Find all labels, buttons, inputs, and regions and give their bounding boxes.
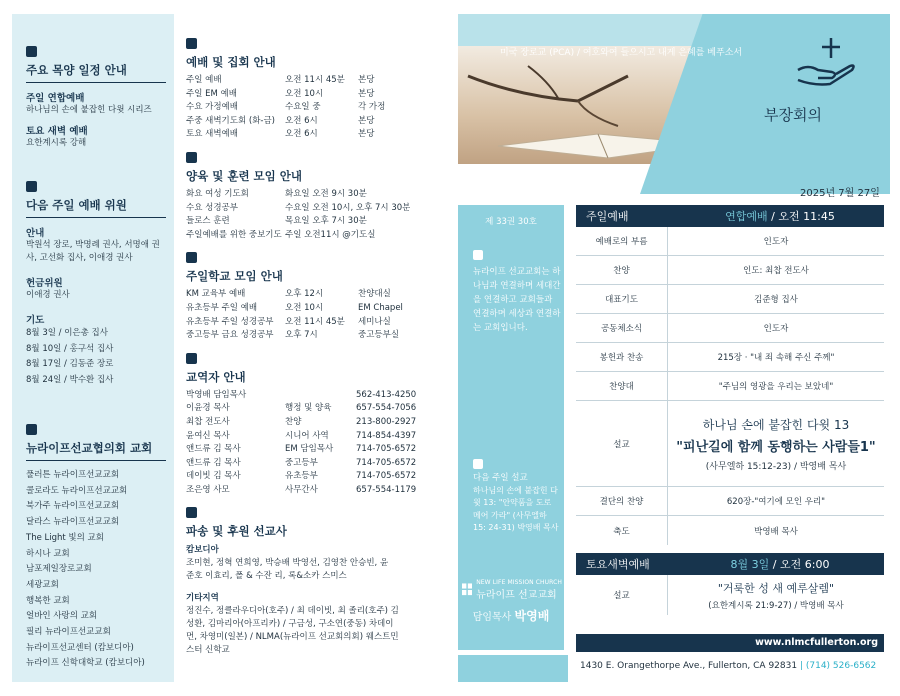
order-label: 축도 <box>576 516 668 545</box>
saturday-label: 토요새벽예배 <box>586 558 650 571</box>
table-row <box>186 402 444 416</box>
saturday-service-bar <box>576 553 884 575</box>
staff-name: 윤여신 목사 <box>186 430 230 441</box>
table-row <box>186 389 444 403</box>
usher-names: 박원석 장로, 박명례 권사, 서명애 권사, 고선화 집사, 이애경 권사 <box>26 240 160 263</box>
prayer-item: 8월 3일 / 이은총 집사 <box>26 328 108 338</box>
square-bullet-icon <box>473 250 483 260</box>
staff-section <box>186 353 444 498</box>
meeting-name: 수요 성경공부 <box>186 202 238 213</box>
staff-name: 앤드류 김 목사 <box>186 444 241 455</box>
left-panel <box>12 14 174 682</box>
table-row <box>186 470 444 484</box>
class-time: 오후 12시 <box>285 289 324 300</box>
staff-phone: 213-800-2927 <box>356 416 417 427</box>
saturday-date: 8월 3일 <box>730 558 770 571</box>
cross-hand-icon <box>794 36 860 88</box>
staff-phone: 657-554-1179 <box>356 484 417 495</box>
church-item: 달라스 뉴라이프선교교회 <box>26 517 120 528</box>
church-item: The Light 빛의 교회 <box>26 532 104 543</box>
middle-column <box>186 38 444 667</box>
table-row <box>186 74 444 88</box>
order-row <box>576 343 884 372</box>
missionaries-section <box>186 507 444 657</box>
order-label: 대표기도 <box>576 285 668 313</box>
meeting-name: 주일예배를 위한 중보기도 <box>186 229 282 240</box>
service-name: 토요 새벽예배 <box>186 129 238 140</box>
committee-title: 다음 주일 예배 위원 <box>26 197 166 218</box>
order-row <box>576 227 884 256</box>
prayer-item: 8월 17일 / 김동준 장로 <box>26 359 114 370</box>
church-item: 콜로라도 뉴라이프선교교회 <box>26 485 128 496</box>
table-row <box>186 484 444 498</box>
staff-phone: 714-854-4397 <box>356 430 417 441</box>
schedule-heading-2: 토요 새벽 예배 <box>26 126 88 137</box>
logo-text-ko: 뉴라이프 선교교회 <box>476 590 557 601</box>
sunday-school-section <box>186 252 444 342</box>
order-row <box>576 372 884 401</box>
table-row <box>186 288 444 302</box>
schedule-text-1: 하나님의 손에 붙잡힌 다윗 시리즈 <box>26 105 152 115</box>
order-value: 215장 · "내 죄 속해 주신 주께" <box>717 353 835 363</box>
square-bullet-icon <box>26 424 37 435</box>
table-row <box>186 188 444 202</box>
issue-number: 제 33권 30호 <box>485 217 537 227</box>
staff-name: 이윤경 목사 <box>186 403 230 414</box>
other-list: 정진수, 정클라우디아(호주) / 최 데이빗, 최 졸리(호주) 김성환, 김마리아(아프리카) / 구금성, 구소연(중동) 차데이먼, 차영미(일본) / NLMA(뉴라이프 선교회의회) 웨스트민스터 신학교 <box>186 606 399 656</box>
pastor-label: 담임목사 <box>472 612 512 623</box>
staff-name: 데이빗 김 목사 <box>186 471 241 482</box>
saturday-reference: (요한계시록 21:9-27) / 박영배 목사 <box>708 600 844 611</box>
meeting-time: 수요일 오전 10시, 오후 7시 30분 <box>285 202 411 213</box>
church-item: 뉴라이프 신학대학교 (캄보디아) <box>26 658 145 669</box>
prayer-list <box>26 326 166 389</box>
saturday-title: "거룩한 성 새 예루살렘" <box>717 581 835 595</box>
service-place: 본당 <box>358 129 375 140</box>
next-sermon-block <box>473 459 561 535</box>
service-name: 주일 예배 <box>186 75 222 85</box>
committee-section <box>26 181 166 389</box>
staff-name: 조은영 사모 <box>186 484 230 495</box>
meeting-time: 주일 오전11시 @기도실 <box>285 229 376 240</box>
church-item: 하시나 교회 <box>26 548 70 559</box>
saturday-sermon-row <box>576 575 884 615</box>
meeting-time: 목요일 오후 7시 30분 <box>285 216 367 227</box>
service-name: 주일 EM 예배 <box>186 88 237 99</box>
staff-title: 교역자 안내 <box>186 369 246 384</box>
table-row <box>186 416 444 430</box>
address-text: 1430 E. Orangethorpe Ave., Fullerton, CA 92831 <box>580 661 798 671</box>
order-label: 찬양대 <box>576 372 668 400</box>
order-label: 예배로의 부름 <box>576 227 668 255</box>
meeting-name: 들로스 훈련 <box>186 216 230 227</box>
table-row <box>186 457 444 471</box>
staff-role: 중고등부 <box>285 457 318 468</box>
staff-role: 시니어 사역 <box>285 430 329 441</box>
class-time: 오전 11시 45분 <box>285 316 345 327</box>
staff-role: 행정 및 양육 <box>285 403 332 414</box>
staff-role: 찬양 <box>285 416 302 427</box>
service-name: 수요 가정예배 <box>186 102 238 113</box>
council-section <box>26 424 166 672</box>
staff-name: 박영배 담임목사 <box>186 389 247 400</box>
schedule-title: 주요 목양 일정 안내 <box>26 62 166 83</box>
table-row <box>186 101 444 115</box>
logo-icon <box>462 581 472 599</box>
order-row <box>576 516 884 545</box>
table-row <box>186 215 444 229</box>
class-name: 유초등부 주일 성경공부 <box>186 316 274 327</box>
bulletin-date: 2025년 7월 27일 <box>800 188 880 199</box>
square-bullet-icon <box>186 252 197 263</box>
other-label: 기타지역 <box>186 593 219 604</box>
website-link[interactable]: www.nlmcfullerton.org <box>576 634 884 652</box>
service-place: 본당 <box>358 115 375 126</box>
staff-role: 사무간사 <box>285 484 318 495</box>
cambodia-list: 조미현, 정혁 연희영, 박승배 박영선, 김영찬 안승빈, 윤준호 이효리, 폴 & 수잔 리, 록&소카 스미스 <box>186 558 389 582</box>
service-time: 수요일 중 <box>285 102 321 113</box>
sermon-series: 하나님 손에 붙잡힌 다윗 13 <box>702 417 850 432</box>
staff-name: 최찹 전도사 <box>186 416 230 427</box>
order-value: 인도자 <box>763 324 789 334</box>
staff-role: 유초등부 <box>285 471 318 482</box>
staff-phone: 714-705-6572 <box>356 444 417 455</box>
class-time: 오후 7시 <box>285 330 318 341</box>
square-bullet-icon <box>473 459 483 469</box>
class-time: 오전 10시 <box>285 302 324 313</box>
square-bullet-icon <box>186 152 197 163</box>
order-value: 박영배 목사 <box>754 526 798 537</box>
meeting-name: 화요 여성 기도회 <box>186 188 249 199</box>
staff-phone: 714-705-6572 <box>356 471 417 482</box>
meeting-time: 화요일 오전 9시 30분 <box>285 188 367 199</box>
class-place: 중고등부실 <box>358 330 400 341</box>
staff-phone: 714-705-6572 <box>356 457 417 468</box>
prayer-item: 8월 24일 / 박수환 집사 <box>26 375 114 386</box>
square-bullet-icon <box>186 353 197 364</box>
schedule-text-2: 요한계시록 강해 <box>26 138 87 148</box>
table-row <box>186 430 444 444</box>
church-address: 1430 E. Orangethorpe Ave., Fullerton, CA 92831 | (714) 526-6562 <box>580 661 877 671</box>
order-value: 인도: 최찹 전도사 <box>743 266 809 276</box>
table-row <box>186 88 444 102</box>
offering-names: 이애경 권사 <box>26 290 70 300</box>
order-row <box>576 487 884 516</box>
service-time: 오전 11시 45분 <box>285 75 345 85</box>
order-value: "주님의 영광을 우리는 보았네" <box>718 382 834 392</box>
usher-label: 안내 <box>26 228 45 239</box>
order-row <box>576 314 884 343</box>
prayer-item: 8월 10일 / 홍구석 집사 <box>26 343 114 354</box>
church-logo <box>462 579 562 601</box>
order-label: 찬양 <box>576 256 668 284</box>
saturday-time: / 오전 6:00 <box>772 558 830 571</box>
sunday-service-bar <box>576 205 884 227</box>
church-item: 풀러튼 뉴라이프선교교회 <box>26 470 120 480</box>
table-row <box>186 316 444 330</box>
square-bullet-icon <box>186 38 197 49</box>
senior-pastor <box>458 607 564 624</box>
order-value: 인도자 <box>763 237 789 247</box>
class-name: KM 교육부 예배 <box>186 289 246 300</box>
table-row <box>186 202 444 216</box>
next-sermon-label: 다음 주일 설교 <box>473 473 528 483</box>
order-value: 김준형 집사 <box>754 295 798 305</box>
church-list <box>26 468 166 672</box>
sunday-service-name: 연합예배 <box>725 210 768 223</box>
schedule-heading-1: 주일 연합예배 <box>26 93 85 104</box>
training-section <box>186 152 444 242</box>
tagline: 미국 장로교 (PCA) / 여호와여 들으시고 내게 은혜를 베푸소서 <box>500 48 743 58</box>
class-place: 찬양대실 <box>358 289 391 300</box>
worship-order <box>576 205 884 615</box>
cambodia-label: 캄보디아 <box>186 545 219 556</box>
sermon-label: 설교 <box>576 401 668 486</box>
church-item: 세광교회 <box>26 579 59 590</box>
class-place: 세미나실 <box>358 316 391 327</box>
staff-name: 앤드류 김 목사 <box>186 457 241 468</box>
order-label: 봉헌과 찬송 <box>576 343 668 371</box>
table-row <box>186 128 444 142</box>
next-sermon-text: 하나님의 손에 붙잡힌 다윗 13: "안약품을 도로 메어 가라" (사무엘하 15: 24-31) 박영배 목사 <box>473 485 559 532</box>
table-row <box>186 229 444 243</box>
sunday-school-title: 주일학교 모임 안내 <box>186 269 283 284</box>
page-title: 부장회의 <box>764 106 822 124</box>
staff-role <box>285 389 356 403</box>
square-bullet-icon <box>186 507 197 518</box>
mission-statement: 뉴라이프 선교교회는 하나님과 연결하며 세대간을 연결하고 교회들과 연결하며 세상과 연결하는 교회입니다. <box>473 267 561 333</box>
church-item: 남포제일장로교회 <box>26 564 92 575</box>
order-label: 결단의 찬양 <box>576 487 668 515</box>
sermon-reference: (사무엘하 15:12-23) / 박영배 목사 <box>705 461 847 472</box>
service-place: 본당 <box>358 88 375 99</box>
table-row <box>186 329 444 343</box>
church-item: 뉴라이프선교센터 (캄보디아) <box>26 642 134 653</box>
staff-phone: 562-413-4250 <box>356 389 417 400</box>
schedule-section <box>26 46 166 150</box>
class-place: EM Chapel <box>358 302 403 313</box>
sunday-service-time: / 오전 11:45 <box>771 210 835 223</box>
table-row <box>186 443 444 457</box>
service-time: 오전 6시 <box>285 115 318 126</box>
service-time: 오전 6시 <box>285 129 318 140</box>
order-row <box>576 256 884 285</box>
service-place: 본당 <box>358 75 375 85</box>
church-item: 필리 뉴라이프선교교회 <box>26 627 111 638</box>
sermon-row <box>576 401 884 487</box>
service-name: 주중 새벽기도회 (화-금) <box>186 115 276 126</box>
square-bullet-icon <box>26 46 37 57</box>
order-label: 공동체소식 <box>576 314 668 342</box>
staff-role: EM 담임목사 <box>285 444 334 455</box>
class-name: 중고등부 금요 성경공부 <box>186 330 274 341</box>
saturday-row-label: 설교 <box>576 575 668 615</box>
staff-phone: 657-554-7056 <box>356 403 417 414</box>
bulletin-column <box>458 205 564 650</box>
table-row <box>186 302 444 316</box>
council-title: 뉴라이프선교협의회 교회 <box>26 440 166 461</box>
square-bullet-icon <box>26 181 37 192</box>
service-time: 오전 10시 <box>285 88 324 99</box>
offering-label: 헌금위원 <box>26 278 63 289</box>
missionaries-title: 파송 및 후원 선교사 <box>186 524 287 539</box>
class-name: 유초등부 주일 예배 <box>186 302 258 313</box>
mission-statement-block <box>473 250 561 335</box>
order-row <box>576 285 884 314</box>
training-title: 양육 및 훈련 모임 안내 <box>186 168 302 183</box>
sunday-label: 주일예배 <box>586 210 629 223</box>
bottom-teal-strip <box>458 655 568 682</box>
table-row <box>186 115 444 129</box>
church-item: 북가주 뉴라이프선교교회 <box>26 501 120 512</box>
worship-title: 예배 및 집회 안내 <box>186 55 276 69</box>
service-place: 각 가정 <box>358 102 386 113</box>
logo-text-en: NEW LIFE MISSION CHURCH <box>476 579 562 586</box>
sermon-title: "피난길에 함께 동행하는 사람들1" <box>676 439 876 455</box>
worship-section <box>186 38 444 142</box>
phone-number: (714) 526-6562 <box>805 661 877 671</box>
church-item: 얼바인 사랑의 교회 <box>26 611 98 622</box>
church-item: 행복한 교회 <box>26 595 70 606</box>
prayer-label: 기도 <box>26 315 45 326</box>
order-value: 620장-"여기에 모인 우리" <box>726 497 826 507</box>
pastor-name: 박영배 <box>514 609 550 623</box>
